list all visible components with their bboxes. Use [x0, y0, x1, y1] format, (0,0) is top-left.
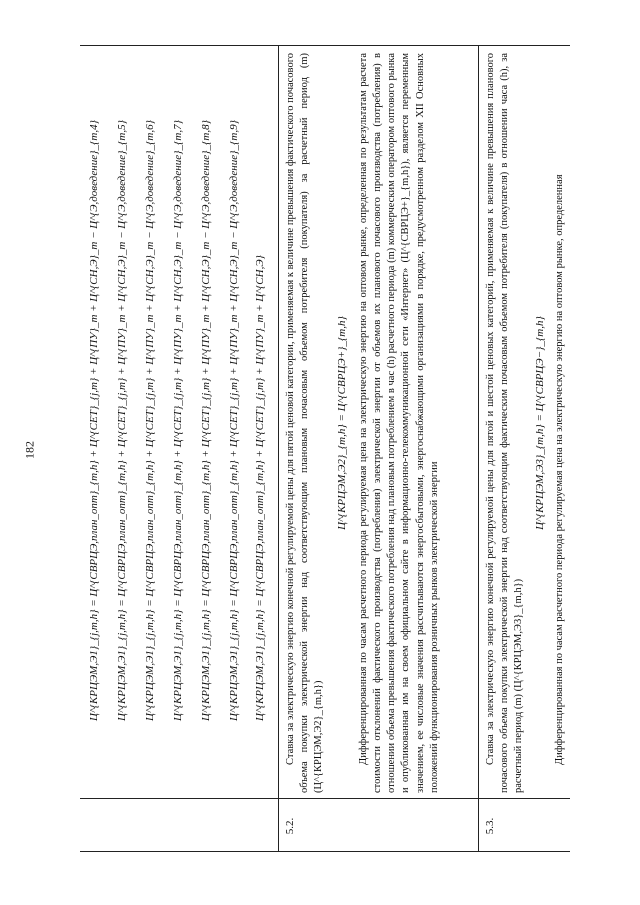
page-number: 182	[22, 441, 37, 459]
row-formula: Ц^{КРЦЭМ,Э3}_{m,h} = Ц^{СВРЦЭ−}_{m,h}	[533, 316, 546, 530]
row-body: Дифференцированная по часам расчетного периода регулируемая цена на электрическую энергию на оптовом рынке, определенная по результатам расчета стоимости отклонений фактического производства (потребления) электрической энергии от объемов их планового почасового производства (потребления) в отношении объема превышения фактического потребления над плановым потреблением в час (h) расчетного периода (m) коммерческим оператором оптового рынка и опубликованная им на своем официальном сайте в информационно-телекоммуникационной сети «Интернет» (Ц^{СВРЦЭ+}_{m,h}), является переменным значением, ее числовые значения рассчитываются энергосбытовыми, энергоснабжающими организациями в порядке, предусмотренном разделом XII Основных положений функционирования розничных рынков электрической энергии	[357, 53, 440, 793]
column-divider	[80, 798, 570, 799]
formula-line: Ц^{КРЦЭМ,Э1}_{j,m,h} = Ц^{СВРЦЭ,план_опт}_{m,h} + Ц^{СЕТ}_{j,m} + Ц^{ПУ}_m + Ц^{СН,Э}_m − Ц^{Э,доведение}_{m,9}	[228, 120, 240, 721]
row-heading: Ставка за электрическую энергию конечной регулируемой цены для пятой ценовой категории, применяемая к величине превышения фактического почасового объема покупки электрической энергии над соответствующим плановым почасовым объемом потребителя (покупателя) за расчетный период (m) (Ц^{КРЦЭМ,Э2}_{m,h})	[285, 53, 325, 793]
formula-line: Ц^{КРЦЭМ,Э1}_{j,m,h} = Ц^{СВРЦЭ,план_опт}_{m,h} + Ц^{СЕТ}_{j,m} + Ц^{ПУ}_m + Ц^{СН,Э}_m − Ц^{Э,доведение}_{m,8}	[200, 120, 212, 721]
row-divider	[478, 46, 479, 851]
rotated-table-page	[80, 47, 570, 852]
row-heading: Ставка за электрическую энергию конечной регулируемой цены для пятой и шестой ценовых категорий, применяемая к величине превышения планового почасового объема покупки электрической энергии над соответствующим фактическим почасовым объемом потребителя (покупателя) в отношении часа (h), за расчетный период (m) (Ц^{КРЦЭМ,Э3}_{m,h})	[485, 53, 525, 793]
formula-line: Ц^{КРЦЭМ,Э1}_{j,m,h} = Ц^{СВРЦЭ,план_опт}_{m,h} + Ц^{СЕТ}_{j,m} + Ц^{ПУ}_m + Ц^{СН,Э}	[254, 255, 266, 721]
row-content	[484, 53, 567, 793]
row-formula: Ц^{КРЦЭМ,Э2}_{m,h} = Ц^{СВРЦЭ+}_{m,h}	[335, 316, 348, 530]
row-number: 5.3.	[484, 817, 496, 835]
formula-line: Ц^{КРЦЭМ,Э1}_{j,m,h} = Ц^{СВРЦЭ,план_опт}_{m,h} + Ц^{СЕТ}_{j,m} + Ц^{ПУ}_m + Ц^{СН,Э}_m − Ц^{Э,доведение}_{m,4}	[88, 120, 100, 721]
formula-line: Ц^{КРЦЭМ,Э1}_{j,m,h} = Ц^{СВРЦЭ,план_опт}_{m,h} + Ц^{СЕТ}_{j,m} + Ц^{ПУ}_m + Ц^{СН,Э}_m − Ц^{Э,доведение}_{m,5}	[116, 120, 128, 721]
row-number: 5.2.	[284, 817, 296, 835]
row-body: Дифференцированная по часам расчетного периода регулируемая цена на электрическую энергию на оптовом рынке, определенная	[553, 174, 565, 765]
row-content	[284, 53, 442, 793]
formula-line: Ц^{КРЦЭМ,Э1}_{j,m,h} = Ц^{СВРЦЭ,план_опт}_{m,h} + Ц^{СЕТ}_{j,m} + Ц^{ПУ}_m + Ц^{СН,Э}_m − Ц^{Э,доведение}_{m,7}	[172, 120, 184, 721]
formula-line: Ц^{КРЦЭМ,Э1}_{j,m,h} = Ц^{СВРЦЭ,план_опт}_{m,h} + Ц^{СЕТ}_{j,m} + Ц^{ПУ}_m + Ц^{СН,Э}_m − Ц^{Э,доведение}_{m,6}	[144, 120, 156, 721]
row-divider	[278, 46, 279, 851]
tariff-table	[80, 45, 570, 852]
